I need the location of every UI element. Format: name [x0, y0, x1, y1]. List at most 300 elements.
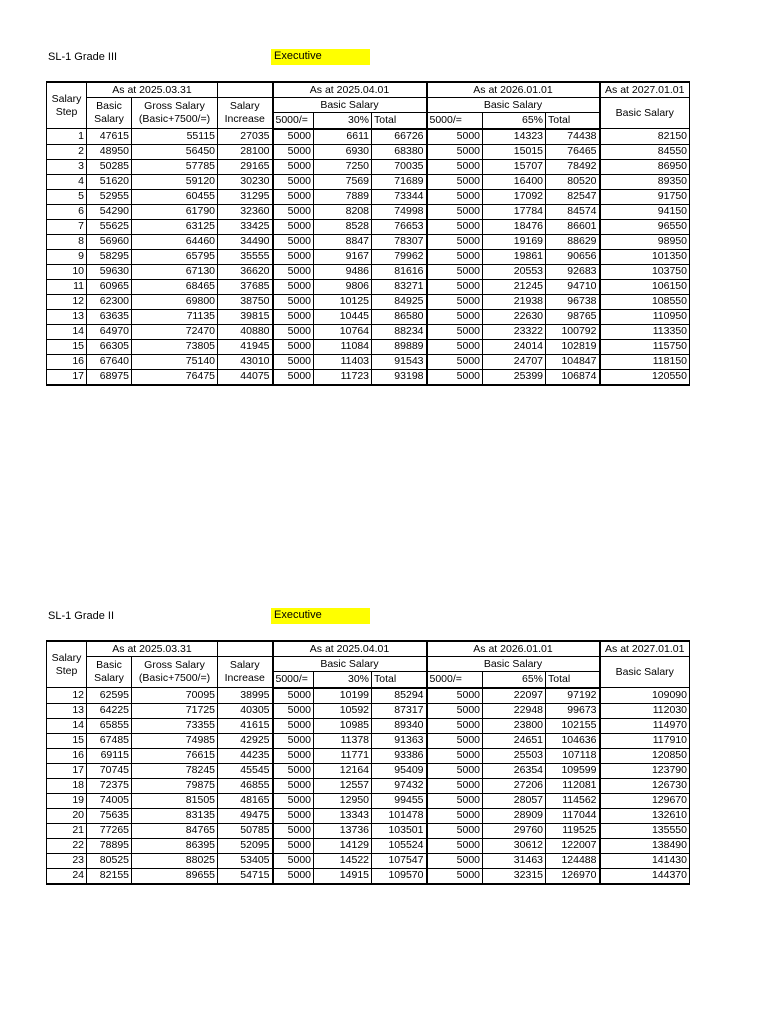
- cell-salary-increase: 48165: [218, 793, 273, 808]
- cell-basic-salary: 56960: [87, 234, 132, 249]
- cell-salary-step: 8: [47, 234, 87, 249]
- header-as-at-2025-04-01: As at 2025.04.01: [273, 82, 427, 98]
- cell-increase-30-percent: 13736: [314, 823, 372, 838]
- table-row: [47, 234, 690, 249]
- header-as-at-2027-01-01: As at 2027.01.01: [600, 641, 690, 657]
- cell-fixed-5000-a: 5000: [273, 129, 314, 145]
- header-65-percent: 65%: [483, 113, 546, 129]
- cell-total-2026: 76465: [546, 144, 600, 159]
- cell-fixed-5000-a: 5000: [273, 369, 314, 385]
- cell-gross-salary: 68465: [132, 279, 218, 294]
- cell-basic-salary-2027: 109090: [600, 688, 690, 704]
- cell-fixed-5000-b: 5000: [427, 793, 483, 808]
- salary-table-grade-iii: [46, 81, 690, 386]
- cell-fixed-5000-a: 5000: [273, 309, 314, 324]
- cell-total-2025: 99455: [372, 793, 427, 808]
- cell-salary-increase: 29165: [218, 159, 273, 174]
- cell-gross-salary: 67130: [132, 264, 218, 279]
- header-total-1: Total: [372, 672, 427, 688]
- cell-gross-salary: 75140: [132, 354, 218, 369]
- cell-basic-salary-2027: 96550: [600, 219, 690, 234]
- cell-increase-30-percent: 11771: [314, 748, 372, 763]
- cell-gross-salary: 88025: [132, 853, 218, 868]
- cell-gross-salary: 63125: [132, 219, 218, 234]
- cell-gross-salary: 78245: [132, 763, 218, 778]
- table-row: [47, 703, 690, 718]
- cell-salary-increase: 38750: [218, 294, 273, 309]
- cell-basic-salary: 48950: [87, 144, 132, 159]
- cell-salary-increase: 33425: [218, 219, 273, 234]
- cell-basic-salary-2027: 86950: [600, 159, 690, 174]
- cell-fixed-5000-b: 5000: [427, 309, 483, 324]
- cell-fixed-5000-a: 5000: [273, 234, 314, 249]
- cell-fixed-5000-a: 5000: [273, 763, 314, 778]
- header-5000-1: 5000/=: [273, 672, 314, 688]
- header-basic-salary-final: Basic Salary: [600, 98, 690, 129]
- cell-basic-salary: 59630: [87, 264, 132, 279]
- cell-salary-step: 9: [47, 249, 87, 264]
- cell-salary-increase: 39815: [218, 309, 273, 324]
- table-2-title: SL-1 Grade II: [48, 610, 115, 622]
- cell-gross-salary: 71725: [132, 703, 218, 718]
- cell-total-2026: 102819: [546, 339, 600, 354]
- cell-salary-step: 5: [47, 189, 87, 204]
- cell-fixed-5000-a: 5000: [273, 688, 314, 704]
- header-5000-2: 5000/=: [427, 672, 483, 688]
- cell-fixed-5000-b: 5000: [427, 688, 483, 704]
- cell-salary-increase: 52095: [218, 838, 273, 853]
- cell-total-2025: 66726: [372, 129, 427, 145]
- cell-salary-step: 3: [47, 159, 87, 174]
- table-2-body: [47, 688, 690, 884]
- cell-basic-salary-2027: 126730: [600, 778, 690, 793]
- cell-increase-65-percent: 21245: [483, 279, 546, 294]
- cell-increase-65-percent: 20553: [483, 264, 546, 279]
- cell-basic-salary: 80525: [87, 853, 132, 868]
- cell-salary-increase: 50785: [218, 823, 273, 838]
- cell-basic-salary-2027: 98950: [600, 234, 690, 249]
- cell-total-2025: 79962: [372, 249, 427, 264]
- cell-increase-65-percent: 22097: [483, 688, 546, 704]
- cell-salary-increase: 34490: [218, 234, 273, 249]
- cell-gross-salary: 73805: [132, 339, 218, 354]
- table-row: [47, 688, 690, 704]
- cell-fixed-5000-b: 5000: [427, 159, 483, 174]
- cell-total-2026: 90656: [546, 249, 600, 264]
- cell-total-2026: 92683: [546, 264, 600, 279]
- cell-increase-30-percent: 10985: [314, 718, 372, 733]
- cell-total-2025: 97432: [372, 778, 427, 793]
- cell-total-2026: 102155: [546, 718, 600, 733]
- cell-fixed-5000-b: 5000: [427, 294, 483, 309]
- cell-basic-salary: 50285: [87, 159, 132, 174]
- cell-salary-increase: 53405: [218, 853, 273, 868]
- cell-total-2026: 84574: [546, 204, 600, 219]
- cell-increase-30-percent: 10125: [314, 294, 372, 309]
- cell-gross-salary: 61790: [132, 204, 218, 219]
- cell-fixed-5000-b: 5000: [427, 324, 483, 339]
- cell-increase-30-percent: 14915: [314, 868, 372, 884]
- cell-total-2025: 73344: [372, 189, 427, 204]
- cell-basic-salary: 82155: [87, 868, 132, 884]
- table-row: [47, 294, 690, 309]
- table-row: [47, 339, 690, 354]
- cell-salary-step: 24: [47, 868, 87, 884]
- header-basic-salary: Basic Salary: [87, 657, 132, 688]
- cell-increase-65-percent: 25399: [483, 369, 546, 385]
- table-1-header: [47, 82, 690, 129]
- cell-fixed-5000-a: 5000: [273, 324, 314, 339]
- cell-increase-30-percent: 14129: [314, 838, 372, 853]
- cell-salary-increase: 49475: [218, 808, 273, 823]
- cell-total-2025: 95409: [372, 763, 427, 778]
- cell-salary-step: 15: [47, 733, 87, 748]
- cell-fixed-5000-a: 5000: [273, 703, 314, 718]
- cell-basic-salary-2027: 91750: [600, 189, 690, 204]
- cell-total-2025: 71689: [372, 174, 427, 189]
- table-2-header: [47, 641, 690, 688]
- cell-increase-30-percent: 7569: [314, 174, 372, 189]
- cell-increase-65-percent: 24651: [483, 733, 546, 748]
- cell-salary-step: 19: [47, 793, 87, 808]
- cell-fixed-5000-a: 5000: [273, 823, 314, 838]
- cell-fixed-5000-b: 5000: [427, 733, 483, 748]
- cell-gross-salary: 86395: [132, 838, 218, 853]
- cell-basic-salary: 62595: [87, 688, 132, 704]
- cell-total-2025: 107547: [372, 853, 427, 868]
- cell-basic-salary-2027: 132610: [600, 808, 690, 823]
- cell-increase-65-percent: 28909: [483, 808, 546, 823]
- cell-gross-salary: 74985: [132, 733, 218, 748]
- cell-fixed-5000-a: 5000: [273, 249, 314, 264]
- cell-total-2026: 86601: [546, 219, 600, 234]
- cell-total-2025: 76653: [372, 219, 427, 234]
- cell-basic-salary: 64225: [87, 703, 132, 718]
- cell-salary-increase: 37685: [218, 279, 273, 294]
- cell-salary-step: 22: [47, 838, 87, 853]
- cell-total-2026: 126970: [546, 868, 600, 884]
- cell-salary-increase: 40880: [218, 324, 273, 339]
- cell-fixed-5000-b: 5000: [427, 838, 483, 853]
- cell-basic-salary-2027: 103750: [600, 264, 690, 279]
- cell-total-2026: 99673: [546, 703, 600, 718]
- table-row: [47, 219, 690, 234]
- cell-increase-65-percent: 17092: [483, 189, 546, 204]
- cell-increase-30-percent: 10199: [314, 688, 372, 704]
- cell-increase-30-percent: 9167: [314, 249, 372, 264]
- cell-increase-65-percent: 14323: [483, 129, 546, 145]
- table-row: [47, 189, 690, 204]
- cell-fixed-5000-a: 5000: [273, 808, 314, 823]
- cell-fixed-5000-b: 5000: [427, 703, 483, 718]
- cell-basic-salary-2027: 84550: [600, 144, 690, 159]
- table-row: [47, 159, 690, 174]
- cell-gross-salary: 64460: [132, 234, 218, 249]
- cell-increase-30-percent: 10445: [314, 309, 372, 324]
- header-as-at-2025-03-31: As at 2025.03.31: [87, 641, 218, 657]
- cell-fixed-5000-b: 5000: [427, 748, 483, 763]
- cell-gross-salary: 57785: [132, 159, 218, 174]
- header-as-at-2026-01-01: As at 2026.01.01: [427, 82, 600, 98]
- cell-gross-salary: 55115: [132, 129, 218, 145]
- cell-increase-65-percent: 25503: [483, 748, 546, 763]
- cell-gross-salary: 83135: [132, 808, 218, 823]
- cell-total-2025: 87317: [372, 703, 427, 718]
- cell-salary-increase: 38995: [218, 688, 273, 704]
- cell-basic-salary: 63635: [87, 309, 132, 324]
- cell-total-2025: 74998: [372, 204, 427, 219]
- cell-total-2025: 101478: [372, 808, 427, 823]
- cell-increase-30-percent: 6930: [314, 144, 372, 159]
- cell-total-2025: 91363: [372, 733, 427, 748]
- table-row: [47, 309, 690, 324]
- cell-salary-step: 17: [47, 763, 87, 778]
- cell-basic-salary: 64970: [87, 324, 132, 339]
- cell-total-2025: 105524: [372, 838, 427, 853]
- cell-salary-step: 11: [47, 279, 87, 294]
- cell-basic-salary: 68975: [87, 369, 132, 385]
- cell-fixed-5000-a: 5000: [273, 174, 314, 189]
- cell-salary-step: 23: [47, 853, 87, 868]
- cell-increase-65-percent: 19169: [483, 234, 546, 249]
- cell-increase-30-percent: 14522: [314, 853, 372, 868]
- header-65-percent: 65%: [483, 672, 546, 688]
- header-total-1: Total: [372, 113, 427, 129]
- header-gross-salary: Gross Salary (Basic+7500/=): [132, 657, 218, 688]
- cell-increase-30-percent: 6611: [314, 129, 372, 145]
- cell-gross-salary: 65795: [132, 249, 218, 264]
- header-30-percent: 30%: [314, 672, 372, 688]
- cell-increase-65-percent: 22948: [483, 703, 546, 718]
- cell-fixed-5000-b: 5000: [427, 823, 483, 838]
- header-as-at-2026-01-01: As at 2026.01.01: [427, 641, 600, 657]
- table-row: [47, 718, 690, 733]
- cell-salary-increase: 44235: [218, 748, 273, 763]
- cell-total-2026: 124488: [546, 853, 600, 868]
- cell-basic-salary-2027: 123790: [600, 763, 690, 778]
- cell-basic-salary-2027: 108550: [600, 294, 690, 309]
- table-row: [47, 264, 690, 279]
- cell-basic-salary: 67640: [87, 354, 132, 369]
- cell-total-2026: 109599: [546, 763, 600, 778]
- cell-increase-65-percent: 32315: [483, 868, 546, 884]
- table-row: [47, 808, 690, 823]
- cell-fixed-5000-b: 5000: [427, 778, 483, 793]
- table-row: [47, 174, 690, 189]
- cell-fixed-5000-a: 5000: [273, 853, 314, 868]
- cell-increase-65-percent: 29760: [483, 823, 546, 838]
- cell-increase-65-percent: 30612: [483, 838, 546, 853]
- cell-total-2025: 78307: [372, 234, 427, 249]
- header-blank: [218, 82, 273, 98]
- cell-basic-salary-2027: 101350: [600, 249, 690, 264]
- header-salary-increase: Salary Increase: [218, 657, 273, 688]
- table-row: [47, 748, 690, 763]
- cell-total-2026: 78492: [546, 159, 600, 174]
- cell-basic-salary: 78895: [87, 838, 132, 853]
- salary-table-grade-ii: [46, 640, 690, 885]
- cell-fixed-5000-b: 5000: [427, 129, 483, 145]
- cell-basic-salary: 65855: [87, 718, 132, 733]
- cell-total-2025: 68380: [372, 144, 427, 159]
- cell-total-2026: 112081: [546, 778, 600, 793]
- table-1-body: [47, 129, 690, 385]
- cell-salary-increase: 30230: [218, 174, 273, 189]
- cell-increase-65-percent: 19861: [483, 249, 546, 264]
- header-total-2: Total: [546, 113, 600, 129]
- cell-fixed-5000-a: 5000: [273, 778, 314, 793]
- header-basic-salary-group-2: Basic Salary: [427, 98, 600, 113]
- header-basic-salary-final: Basic Salary: [600, 657, 690, 688]
- cell-salary-step: 16: [47, 354, 87, 369]
- table-row: [47, 823, 690, 838]
- cell-salary-step: 20: [47, 808, 87, 823]
- cell-salary-increase: 31295: [218, 189, 273, 204]
- cell-basic-salary-2027: 129670: [600, 793, 690, 808]
- cell-fixed-5000-a: 5000: [273, 339, 314, 354]
- cell-basic-salary-2027: 94150: [600, 204, 690, 219]
- cell-salary-step: 14: [47, 324, 87, 339]
- table-row: [47, 733, 690, 748]
- cell-basic-salary-2027: 114970: [600, 718, 690, 733]
- table-row: [47, 793, 690, 808]
- cell-fixed-5000-a: 5000: [273, 733, 314, 748]
- cell-gross-salary: 89655: [132, 868, 218, 884]
- cell-gross-salary: 72470: [132, 324, 218, 339]
- cell-total-2025: 84925: [372, 294, 427, 309]
- cell-basic-salary-2027: 82150: [600, 129, 690, 145]
- cell-increase-30-percent: 8208: [314, 204, 372, 219]
- cell-gross-salary: 56450: [132, 144, 218, 159]
- cell-increase-65-percent: 21938: [483, 294, 546, 309]
- cell-increase-65-percent: 16400: [483, 174, 546, 189]
- cell-basic-salary-2027: 141430: [600, 853, 690, 868]
- cell-basic-salary: 70745: [87, 763, 132, 778]
- cell-basic-salary: 74005: [87, 793, 132, 808]
- cell-salary-increase: 43010: [218, 354, 273, 369]
- cell-fixed-5000-b: 5000: [427, 339, 483, 354]
- header-5000-2: 5000/=: [427, 113, 483, 129]
- cell-total-2026: 117044: [546, 808, 600, 823]
- cell-basic-salary-2027: 89350: [600, 174, 690, 189]
- table-row: [47, 129, 690, 145]
- cell-fixed-5000-b: 5000: [427, 718, 483, 733]
- cell-salary-increase: 28100: [218, 144, 273, 159]
- cell-total-2025: 81616: [372, 264, 427, 279]
- cell-fixed-5000-a: 5000: [273, 294, 314, 309]
- cell-salary-step: 21: [47, 823, 87, 838]
- cell-fixed-5000-b: 5000: [427, 354, 483, 369]
- table-row: [47, 354, 690, 369]
- table-1-category-tag: Executive: [271, 49, 370, 65]
- cell-gross-salary: 60455: [132, 189, 218, 204]
- cell-increase-65-percent: 28057: [483, 793, 546, 808]
- cell-fixed-5000-a: 5000: [273, 204, 314, 219]
- header-gross-salary: Gross Salary (Basic+7500/=): [132, 98, 218, 129]
- cell-fixed-5000-b: 5000: [427, 234, 483, 249]
- cell-total-2026: 88629: [546, 234, 600, 249]
- cell-increase-30-percent: 13343: [314, 808, 372, 823]
- cell-increase-30-percent: 8847: [314, 234, 372, 249]
- cell-fixed-5000-a: 5000: [273, 159, 314, 174]
- cell-salary-step: 13: [47, 703, 87, 718]
- header-total-2: Total: [546, 672, 600, 688]
- cell-fixed-5000-b: 5000: [427, 369, 483, 385]
- table-2-category-tag: Executive: [271, 608, 370, 624]
- cell-fixed-5000-a: 5000: [273, 144, 314, 159]
- cell-total-2026: 100792: [546, 324, 600, 339]
- cell-total-2026: 80520: [546, 174, 600, 189]
- cell-salary-step: 12: [47, 688, 87, 704]
- cell-fixed-5000-a: 5000: [273, 748, 314, 763]
- cell-increase-30-percent: 12557: [314, 778, 372, 793]
- cell-increase-65-percent: 26354: [483, 763, 546, 778]
- cell-salary-increase: 45545: [218, 763, 273, 778]
- cell-total-2026: 119525: [546, 823, 600, 838]
- table-row: [47, 144, 690, 159]
- table-row: [47, 369, 690, 385]
- header-basic-salary-group-1: Basic Salary: [273, 98, 427, 113]
- cell-salary-step: 7: [47, 219, 87, 234]
- cell-basic-salary: 67485: [87, 733, 132, 748]
- cell-basic-salary: 52955: [87, 189, 132, 204]
- cell-fixed-5000-b: 5000: [427, 763, 483, 778]
- cell-increase-30-percent: 11723: [314, 369, 372, 385]
- cell-basic-salary: 72375: [87, 778, 132, 793]
- cell-total-2026: 104636: [546, 733, 600, 748]
- cell-total-2025: 85294: [372, 688, 427, 704]
- cell-salary-step: 18: [47, 778, 87, 793]
- cell-fixed-5000-b: 5000: [427, 853, 483, 868]
- cell-salary-increase: 41945: [218, 339, 273, 354]
- table-row: [47, 838, 690, 853]
- cell-fixed-5000-a: 5000: [273, 354, 314, 369]
- cell-basic-salary: 60965: [87, 279, 132, 294]
- header-basic-salary: Basic Salary: [87, 98, 132, 129]
- cell-fixed-5000-b: 5000: [427, 264, 483, 279]
- cell-total-2025: 109570: [372, 868, 427, 884]
- table-row: [47, 778, 690, 793]
- cell-total-2026: 82547: [546, 189, 600, 204]
- header-as-at-2025-03-31: As at 2025.03.31: [87, 82, 218, 98]
- cell-total-2025: 89340: [372, 718, 427, 733]
- cell-fixed-5000-b: 5000: [427, 189, 483, 204]
- cell-fixed-5000-a: 5000: [273, 718, 314, 733]
- cell-salary-step: 1: [47, 129, 87, 145]
- cell-basic-salary: 54290: [87, 204, 132, 219]
- cell-basic-salary: 51620: [87, 174, 132, 189]
- cell-increase-30-percent: 9486: [314, 264, 372, 279]
- cell-salary-step: 4: [47, 174, 87, 189]
- cell-basic-salary-2027: 138490: [600, 838, 690, 853]
- cell-fixed-5000-a: 5000: [273, 264, 314, 279]
- header-basic-salary-group-1: Basic Salary: [273, 657, 427, 672]
- header-basic-salary-group-2: Basic Salary: [427, 657, 600, 672]
- cell-total-2025: 70035: [372, 159, 427, 174]
- cell-total-2025: 86580: [372, 309, 427, 324]
- cell-salary-step: 10: [47, 264, 87, 279]
- table-row: [47, 853, 690, 868]
- table-row: [47, 868, 690, 884]
- cell-fixed-5000-a: 5000: [273, 793, 314, 808]
- cell-increase-65-percent: 18476: [483, 219, 546, 234]
- cell-total-2026: 104847: [546, 354, 600, 369]
- cell-fixed-5000-b: 5000: [427, 219, 483, 234]
- cell-total-2026: 94710: [546, 279, 600, 294]
- table-row: [47, 763, 690, 778]
- cell-basic-salary: 75635: [87, 808, 132, 823]
- cell-salary-increase: 44075: [218, 369, 273, 385]
